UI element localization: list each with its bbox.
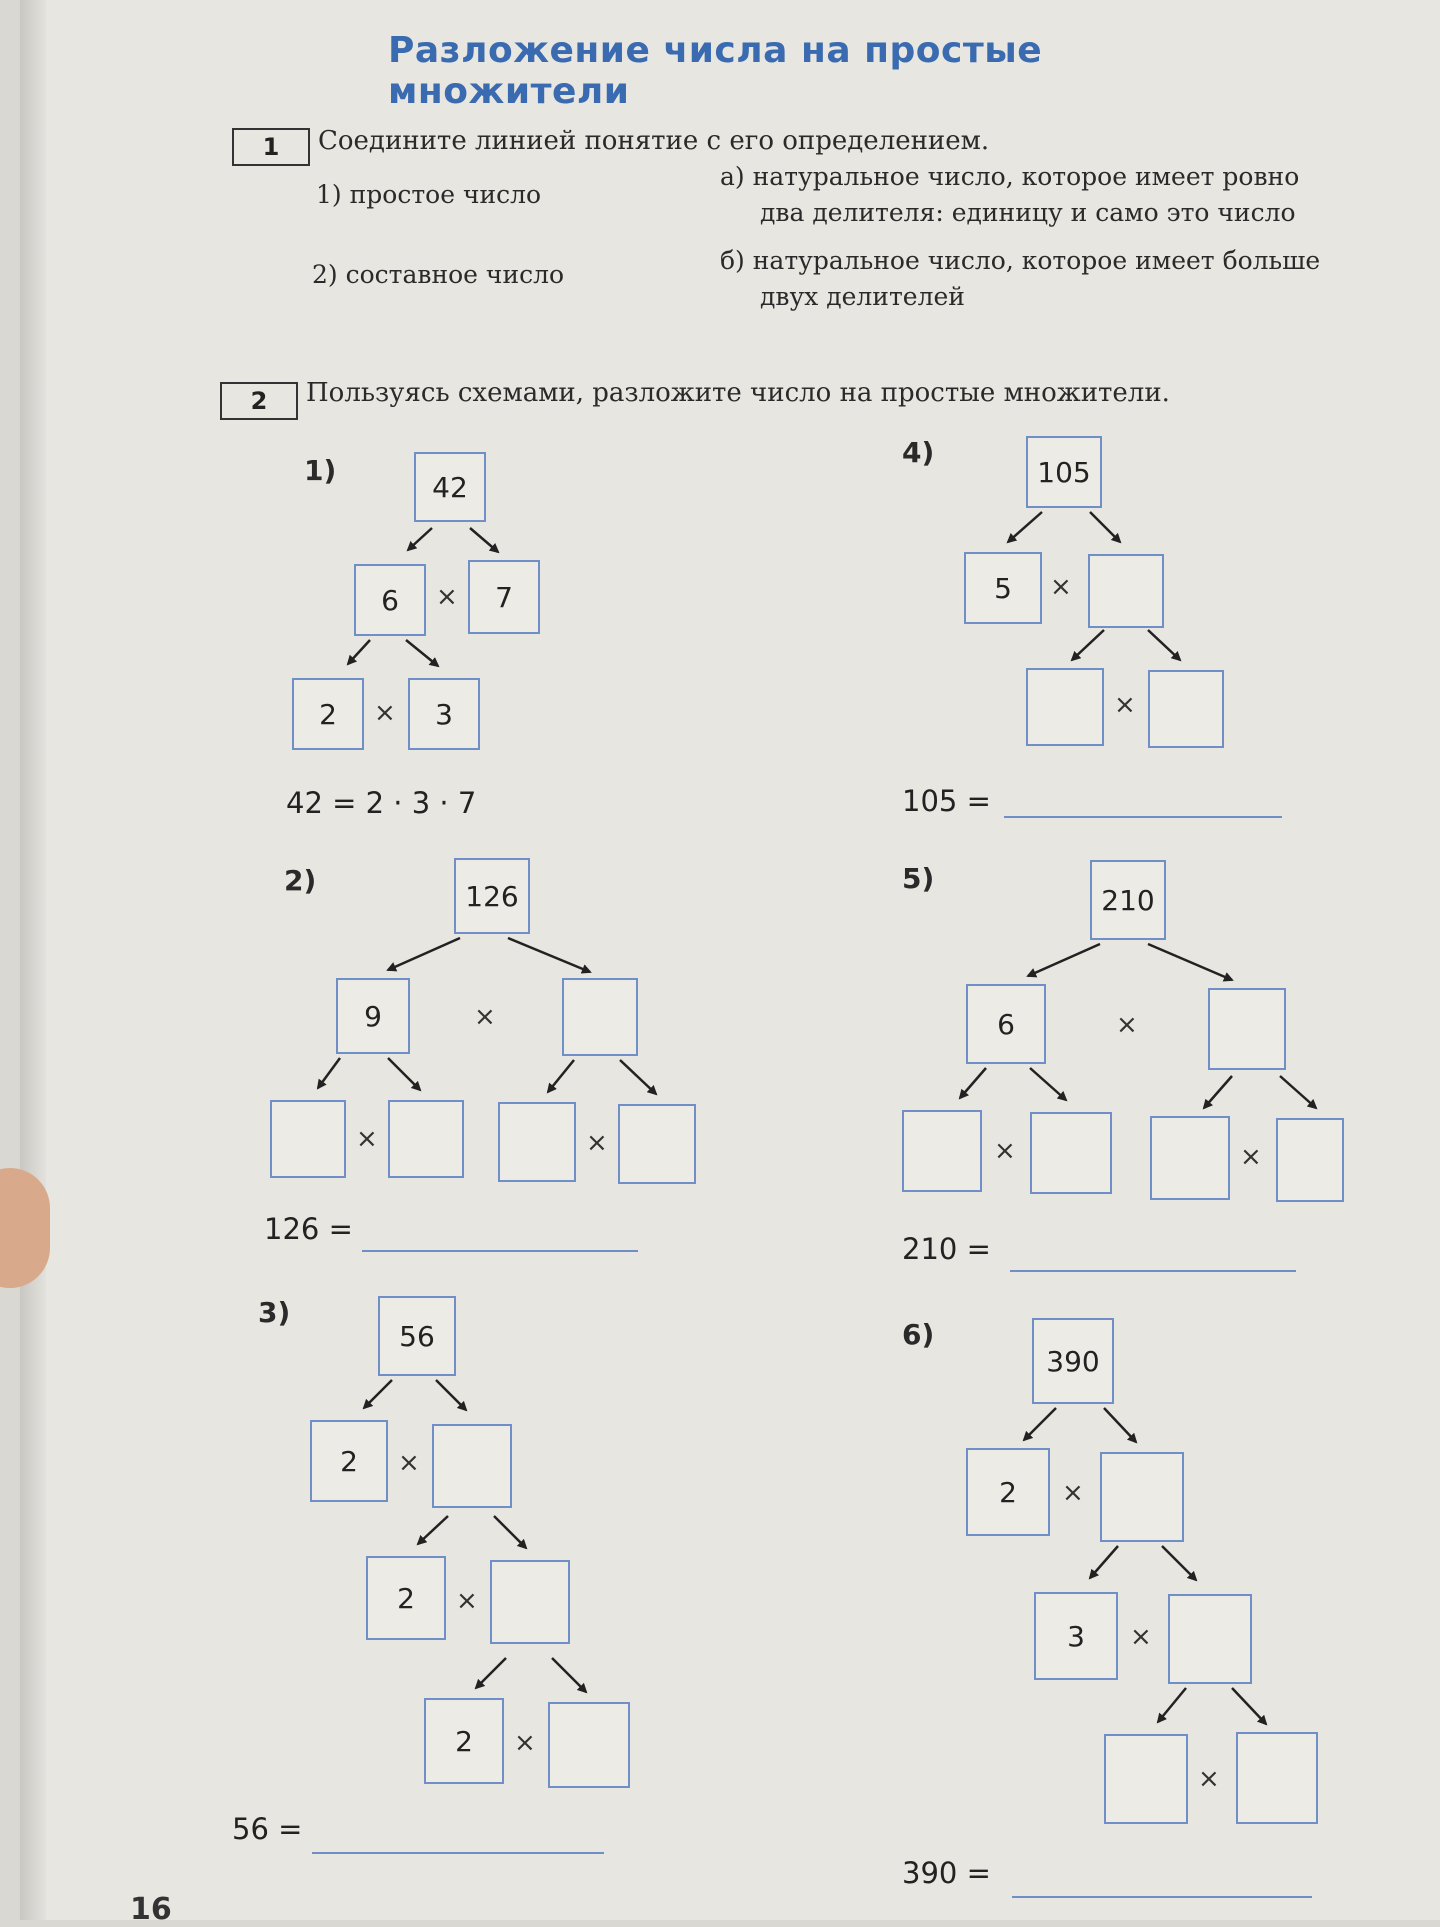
scheme-2-answer-box[interactable] xyxy=(498,1102,576,1182)
arrow xyxy=(1232,1688,1266,1724)
times-sign: × xyxy=(1116,1010,1138,1040)
scheme-2-equation: 126 = xyxy=(264,1212,353,1246)
arrow xyxy=(476,1658,506,1688)
arrow xyxy=(508,938,590,972)
arrow xyxy=(436,1380,466,1410)
scheme-6-factor-box[interactable]: 2 xyxy=(966,1448,1050,1536)
arrow xyxy=(1028,944,1100,976)
scheme-3-answer-box[interactable] xyxy=(432,1424,512,1508)
times-sign: × xyxy=(1114,690,1136,720)
term-composite[interactable]: 2) составное число xyxy=(312,260,565,289)
task-2-number: 2 xyxy=(220,382,298,420)
times-sign: × xyxy=(1062,1478,1084,1508)
scheme-3-answer-box[interactable] xyxy=(548,1702,630,1788)
scheme-2-answer-box[interactable] xyxy=(562,978,638,1056)
scheme-4-answer-line[interactable] xyxy=(1004,816,1282,818)
scheme-3-factor-box[interactable]: 2 xyxy=(366,1556,446,1640)
scheme-3-factor-box[interactable]: 2 xyxy=(424,1698,504,1784)
times-sign: × xyxy=(456,1586,478,1616)
scheme-5-answer-box[interactable] xyxy=(1030,1112,1112,1194)
scheme-3-answer-line[interactable] xyxy=(312,1852,604,1854)
arrow xyxy=(1090,512,1120,542)
definition-b-line1[interactable]: б) натуральное число, которое имеет больше xyxy=(720,246,1321,275)
page-title: Разложение числа на простые множители xyxy=(388,30,1043,112)
times-sign: × xyxy=(994,1136,1016,1166)
scheme-6-answer-box[interactable] xyxy=(1236,1732,1318,1824)
definition-a-line2[interactable]: два делителя: единицу и само это число xyxy=(760,198,1296,227)
term-prime[interactable]: 1) простое число xyxy=(316,180,542,209)
scheme-3-factor-box[interactable]: 2 xyxy=(310,1420,388,1502)
scheme-2-root-box: 126 xyxy=(454,858,530,934)
task-2-text: Пользуясь схемами, разложите число на простые множители. xyxy=(306,378,1170,408)
scheme-1-equation: 42 = 2 · 3 · 7 xyxy=(286,786,477,820)
arrow xyxy=(1104,1408,1136,1442)
arrow xyxy=(1024,1408,1056,1440)
scheme-3-equation: 56 = xyxy=(232,1812,303,1846)
task-1-number: 1 xyxy=(232,128,310,166)
arrow xyxy=(1162,1546,1196,1580)
times-sign: × xyxy=(1240,1142,1262,1172)
arrow xyxy=(348,640,370,664)
scheme-6-factor-box[interactable]: 3 xyxy=(1034,1592,1118,1680)
scheme-1-factor-box[interactable]: 6 xyxy=(354,564,426,636)
arrow xyxy=(388,938,460,970)
scheme-6-root-box: 390 xyxy=(1032,1318,1114,1404)
task-1-text: Соедините линией понятие с его определением. xyxy=(318,126,990,156)
times-sign: × xyxy=(474,1002,496,1032)
scheme-2-answer-box[interactable] xyxy=(270,1100,346,1178)
times-sign: × xyxy=(1198,1764,1220,1794)
arrow xyxy=(406,640,438,666)
arrow xyxy=(388,1058,420,1090)
arrow xyxy=(552,1658,586,1692)
arrow xyxy=(364,1380,392,1408)
scheme-2-answer-box[interactable] xyxy=(618,1104,696,1184)
scheme-1-factor-box[interactable]: 3 xyxy=(408,678,480,750)
arrow xyxy=(1148,630,1180,660)
scheme-4-answer-box[interactable] xyxy=(1148,670,1224,748)
scheme-5-answer-box[interactable] xyxy=(1150,1116,1230,1200)
arrow xyxy=(470,528,498,552)
times-sign: × xyxy=(1130,1622,1152,1652)
arrow xyxy=(494,1516,526,1548)
scheme-4-factor-box[interactable]: 5 xyxy=(964,552,1042,624)
arrow xyxy=(418,1516,448,1544)
times-sign: × xyxy=(356,1124,378,1154)
arrow xyxy=(1158,1688,1186,1722)
arrow xyxy=(1148,944,1232,980)
scheme-3-label: 3) xyxy=(258,1296,291,1329)
arrow xyxy=(408,528,432,550)
scheme-4-root-box: 105 xyxy=(1026,436,1102,508)
times-sign: × xyxy=(374,698,396,728)
scheme-4-answer-box[interactable] xyxy=(1026,668,1104,746)
scheme-5-answer-line[interactable] xyxy=(1010,1270,1296,1272)
scheme-6-equation: 390 = xyxy=(902,1856,991,1890)
scheme-5-answer-box[interactable] xyxy=(1276,1118,1344,1202)
scheme-2-label: 2) xyxy=(284,864,317,897)
scheme-3-answer-box[interactable] xyxy=(490,1560,570,1644)
scheme-2-factor-box[interactable]: 9 xyxy=(336,978,410,1054)
arrow xyxy=(1280,1076,1316,1108)
scheme-4-label: 4) xyxy=(902,436,935,469)
definition-a-line1[interactable]: а) натуральное число, которое имеет ровно xyxy=(720,162,1300,191)
scheme-5-answer-box[interactable] xyxy=(902,1110,982,1192)
arrow xyxy=(1030,1068,1066,1100)
scheme-2-answer-line[interactable] xyxy=(362,1250,638,1252)
times-sign: × xyxy=(436,582,458,612)
scheme-6-answer-box[interactable] xyxy=(1100,1452,1184,1542)
arrow xyxy=(1090,1546,1118,1578)
times-sign: × xyxy=(514,1728,536,1758)
times-sign: × xyxy=(398,1448,420,1478)
times-sign: × xyxy=(1050,572,1072,602)
arrow xyxy=(548,1060,574,1092)
arrow xyxy=(620,1060,656,1094)
scheme-3-root-box: 56 xyxy=(378,1296,456,1376)
scheme-6-label: 6) xyxy=(902,1318,935,1351)
scheme-6-answer-box[interactable] xyxy=(1104,1734,1188,1824)
scheme-1-root-box: 42 xyxy=(414,452,486,522)
arrow xyxy=(1008,512,1042,542)
scheme-5-answer-box[interactable] xyxy=(1208,988,1286,1070)
scheme-1-factor-box[interactable]: 7 xyxy=(468,560,540,634)
scheme-4-answer-box[interactable] xyxy=(1088,554,1164,628)
scheme-5-root-box: 210 xyxy=(1090,860,1166,940)
definition-b-line2[interactable]: двух делителей xyxy=(760,282,965,311)
scheme-2-answer-box[interactable] xyxy=(388,1100,464,1178)
times-sign: × xyxy=(586,1128,608,1158)
arrow xyxy=(1072,630,1104,660)
arrow xyxy=(960,1068,986,1098)
scheme-1-label: 1) xyxy=(304,454,337,487)
scheme-6-answer-line[interactable] xyxy=(1012,1896,1312,1898)
page-number: 16 xyxy=(130,1892,172,1927)
arrow xyxy=(318,1058,340,1088)
scheme-4-equation: 105 = xyxy=(902,784,991,818)
arrow xyxy=(1204,1076,1232,1108)
scheme-1-factor-box[interactable]: 2 xyxy=(292,678,364,750)
scheme-6-answer-box[interactable] xyxy=(1168,1594,1252,1684)
scheme-5-label: 5) xyxy=(902,862,935,895)
scheme-5-factor-box[interactable]: 6 xyxy=(966,984,1046,1064)
scheme-5-equation: 210 = xyxy=(902,1232,991,1266)
